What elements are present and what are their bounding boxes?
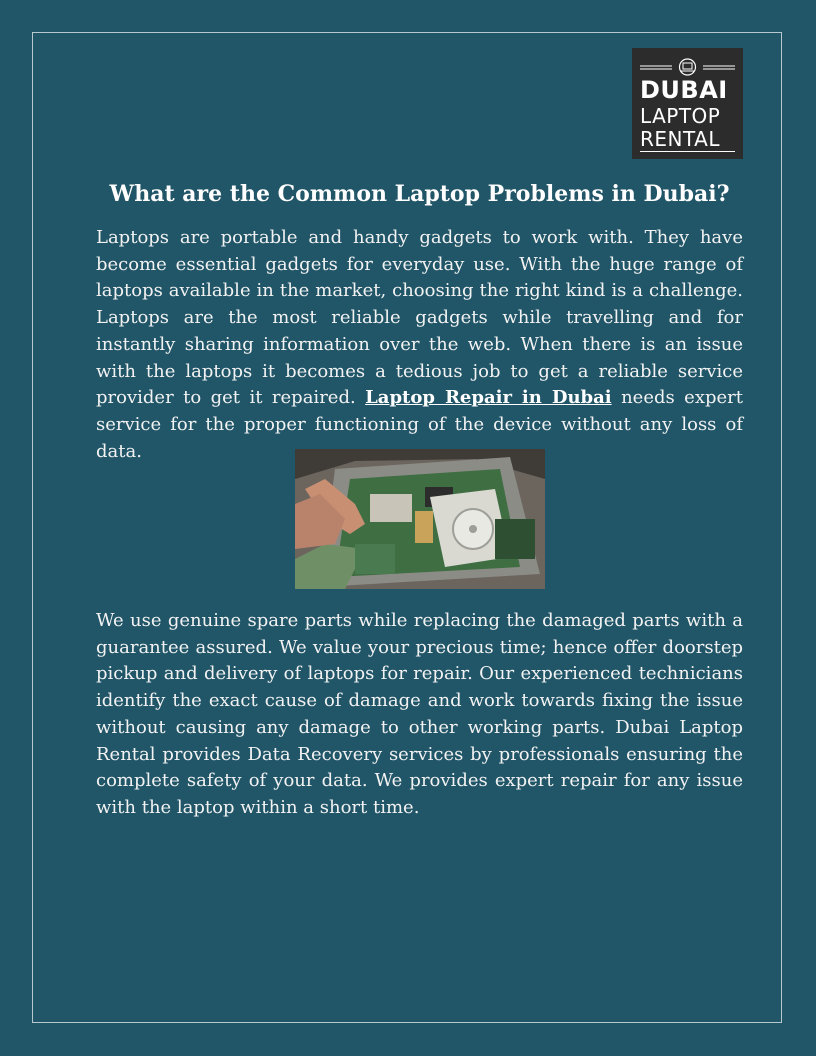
logo-line-rental: RENTAL [640,127,720,151]
intro-text-start: Laptops are portable and handy gadgets to work with. They have become essential gadgets for everyday use. With the huge range of laptops available in the market, choosing the right kind is a challenge. Laptops are the most reliable gadgets while travelling and for instantly sharing information over the web. When there is an issue with the laptops it becomes a tedious job to get a reliable service provider to get it repaired. [96,227,743,409]
laptop-icon [632,56,743,76]
laptop-repair-photo [295,449,545,589]
page-title: What are the Common Laptop Problems in Dubai? [109,181,730,207]
services-paragraph: We use genuine spare parts while replacing the damaged parts with a guarantee assured. We value your precious time; hence offer doorstep pickup and delivery of laptops for repair. Our experienced technicians identify the exact cause of damage and work towards fixing the issue without causing any damage to other working parts. Dubai Laptop Rental provides Data Recovery services by professionals ensuring the complete safety of your data. We provides expert repair for any issue with the laptop within a short time. [96,610,743,818]
logo-line-laptop: LAPTOP [640,104,721,128]
logo-line-dubai: DUBAI [640,76,728,104]
intro-text-end: needs expert service for the proper functioning of the device without any loss of data. [96,387,743,462]
logo-underline [640,151,735,152]
laptop-repair-link[interactable]: Laptop Repair in Dubai [365,387,612,409]
intro-paragraph [96,225,743,465]
dubai-laptop-rental-logo [632,48,743,159]
